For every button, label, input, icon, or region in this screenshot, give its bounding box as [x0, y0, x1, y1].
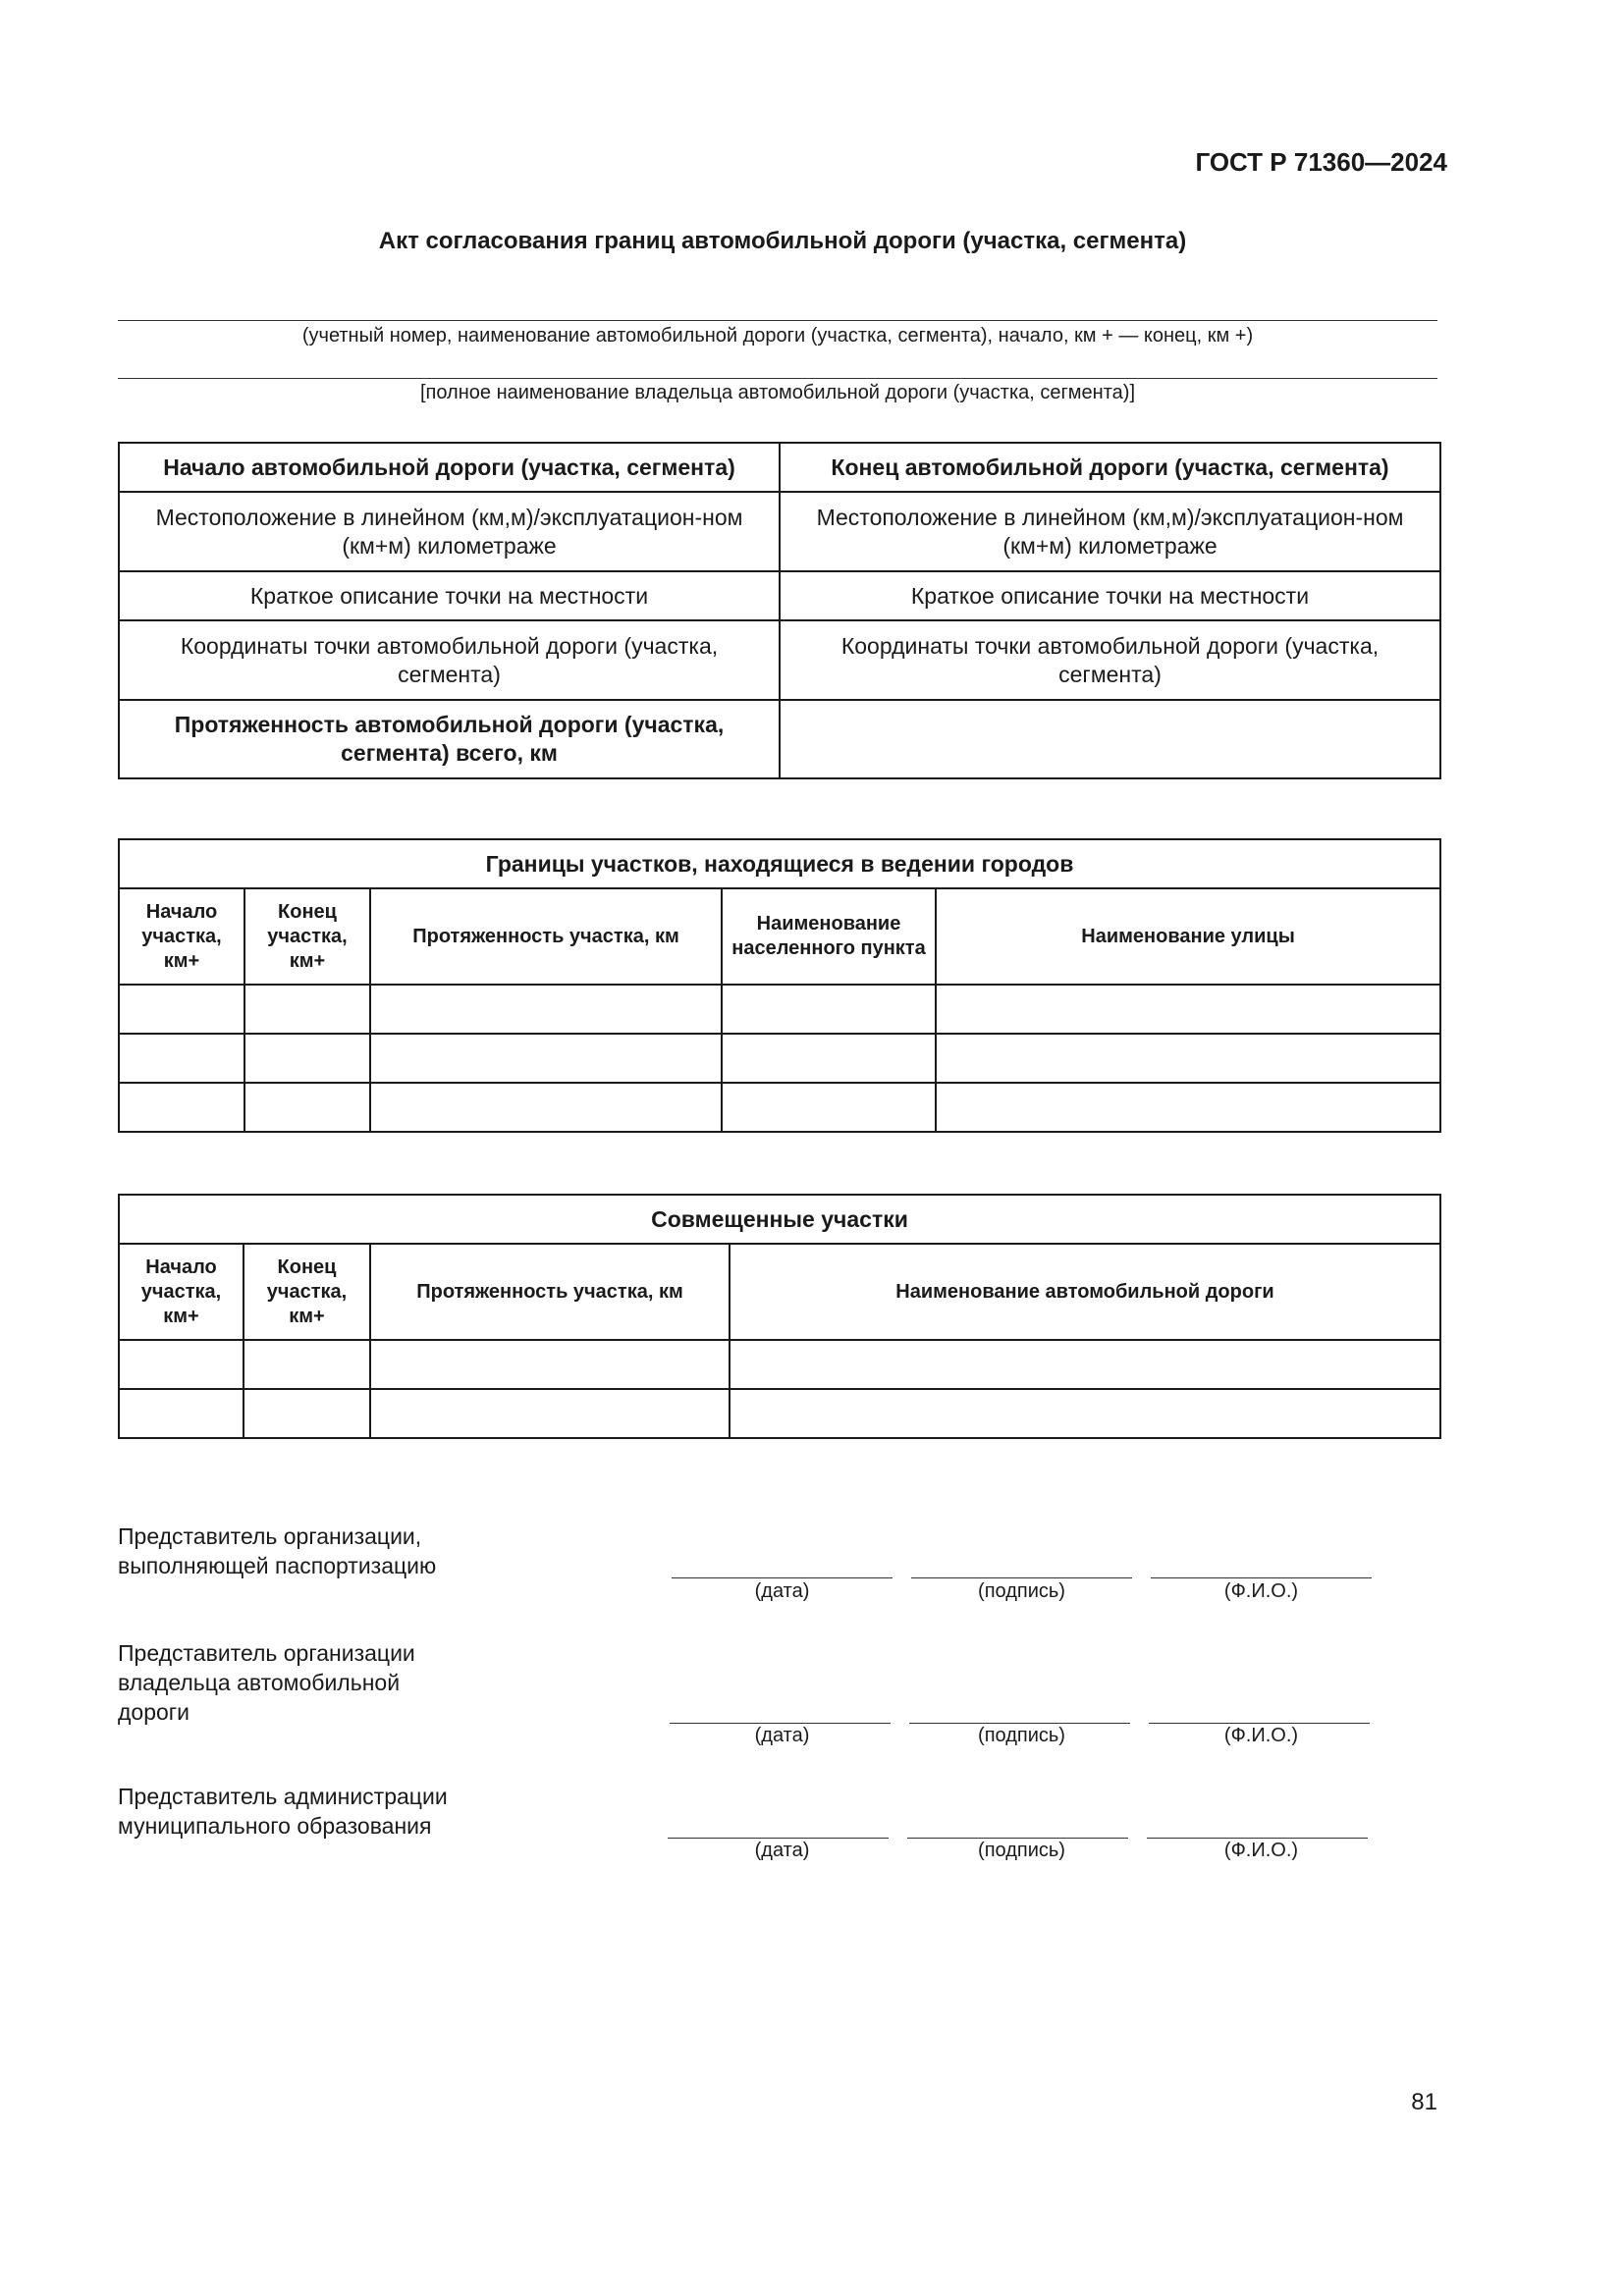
signature-caption: (подпись): [978, 1580, 1065, 1602]
signature-caption: (подпись): [978, 1725, 1065, 1746]
owner-info-caption: [полное наименование владельца автомобильной дороги (участка, сегмента)]: [419, 382, 1136, 403]
col-end: Конец участка, км+: [244, 1244, 370, 1340]
date-line: [672, 1577, 893, 1578]
col-settlement: Наименование населенного пункта: [722, 888, 936, 985]
col-length: Протяженность участка, км: [370, 1244, 730, 1340]
name-caption: (Ф.И.О.): [1223, 1840, 1299, 1861]
date-caption: (дата): [754, 1725, 810, 1746]
fill-line-road: [118, 320, 1437, 321]
start-location-cell: Местоположение в линейном (км,м)/эксплуатацион-ном (км+м) километраже: [119, 492, 780, 571]
table-row: [119, 1034, 1440, 1083]
col-end: Конец участка, км+: [244, 888, 370, 985]
col-length: Протяженность участка, км: [370, 888, 722, 985]
end-location-cell: Местоположение в линейном (км,м)/эксплуатацион-ном (км+м) километраже: [780, 492, 1440, 571]
col-road-name: Наименование автомобильной дороги: [730, 1244, 1440, 1340]
date-line: [668, 1838, 889, 1839]
representative-road-owner: Представитель организации владельца автомобильной дороги: [118, 1640, 415, 1725]
name-line: [1149, 1723, 1370, 1724]
representative-passport-org: Представитель организации, выполняющей паспортизацию: [118, 1523, 437, 1578]
start-coordinates-cell: Координаты точки автомобильной дороги (участка, сегмента): [119, 620, 780, 700]
signature-line: [909, 1723, 1130, 1724]
end-coordinates-cell: Координаты точки автомобильной дороги (участка, сегмента): [780, 620, 1440, 700]
standard-number: ГОСТ Р 71360—2024: [1195, 147, 1447, 177]
table-row: [119, 1083, 1440, 1132]
date-line: [670, 1723, 891, 1724]
date-caption: (дата): [754, 1840, 810, 1861]
table-row: [119, 985, 1440, 1034]
col-start: Начало участка, км+: [119, 888, 244, 985]
combined-sections-table: [118, 1194, 1441, 1439]
col-start: Начало участка, км+: [119, 1244, 244, 1340]
name-line: [1151, 1577, 1372, 1578]
name-line: [1147, 1838, 1368, 1839]
col-street: Наименование улицы: [936, 888, 1440, 985]
page-number: 81: [1411, 2089, 1437, 2115]
signature-caption: (подпись): [978, 1840, 1065, 1861]
table-row: [119, 1340, 1440, 1389]
start-header: Начало автомобильной дороги (участка, сегмента): [119, 443, 780, 492]
fill-line-owner: [118, 378, 1437, 379]
city-sections-table: [118, 838, 1441, 1133]
road-info-caption: (учетный номер, наименование автомобильной дороги (участка, сегмента), начало, км + — конец, км +): [301, 325, 1254, 347]
end-header: Конец автомобильной дороги (участка, сегмента): [780, 443, 1440, 492]
document-title: Акт согласования границ автомобильной дороги (участка, сегмента): [378, 228, 1187, 254]
signature-line: [907, 1838, 1128, 1839]
start-description-cell: Краткое описание точки на местности: [119, 571, 780, 620]
total-length-value-cell: [780, 700, 1440, 778]
signature-line: [911, 1577, 1132, 1578]
name-caption: (Ф.И.О.): [1223, 1580, 1299, 1602]
combined-table-caption: Совмещенные участки: [119, 1195, 1440, 1244]
date-caption: (дата): [754, 1580, 810, 1602]
city-table-caption: Границы участков, находящиеся в ведении городов: [119, 839, 1440, 888]
total-length-cell: Протяженность автомобильной дороги (участка, сегмента) всего, км: [119, 700, 780, 778]
table-row: [119, 1389, 1440, 1438]
representative-municipality: Представитель администрации муниципального образования: [118, 1784, 448, 1839]
end-description-cell: Краткое описание точки на местности: [780, 571, 1440, 620]
name-caption: (Ф.И.О.): [1223, 1725, 1299, 1746]
road-boundaries-table: [118, 442, 1441, 779]
